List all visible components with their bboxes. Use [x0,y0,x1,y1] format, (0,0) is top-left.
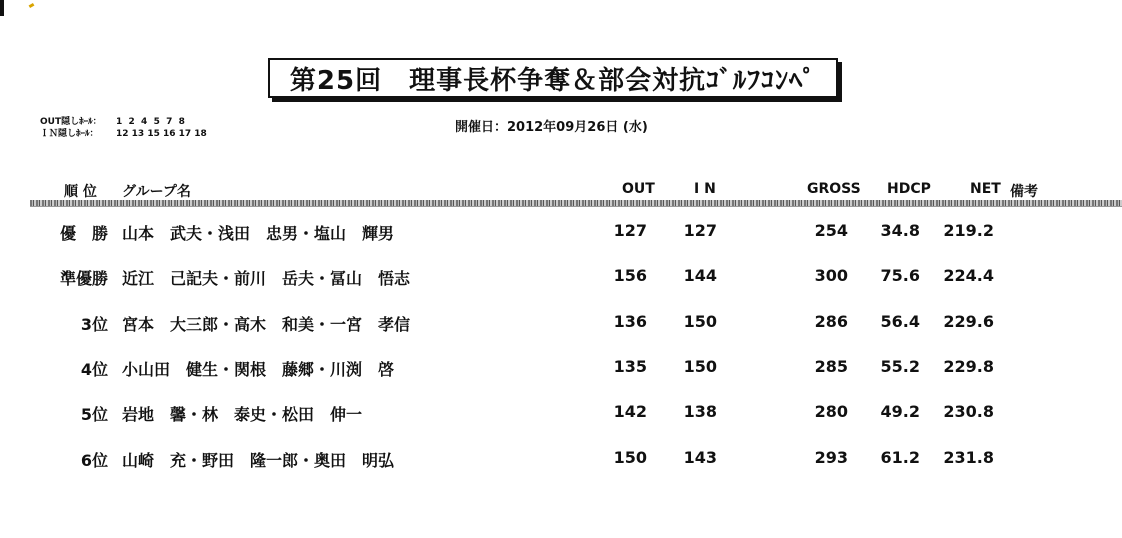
hidden-holes-info [40,116,207,140]
hdcp-cell: 56.4 [880,312,920,331]
out-cell: 127 [613,221,647,240]
out-hidden-holes-values: 1 2 4 5 7 8 [116,117,185,127]
hdcp-cell: 61.2 [880,448,920,467]
gross-cell: 280 [814,402,848,421]
out-cell: 136 [613,312,647,331]
header-remarks: 備考 [1010,184,1038,200]
in-cell: 143 [683,448,717,467]
out-hidden-holes-label: OUT隠しﾎｰﾙ： [40,117,102,127]
rank-cell: 準優勝 [59,269,108,288]
gross-cell: 300 [814,266,848,285]
header-divider-line [30,206,1122,207]
net-cell: 224.4 [943,266,994,285]
header-out: OUT [622,181,655,197]
in-hidden-holes-label: ＩＮ隠しﾎｰﾙ： [40,129,99,139]
page-title: 第25回 理事長杯争奪＆部会対抗ｺﾞﾙﾌｺﾝﾍﾟ [289,65,817,96]
net-cell: 231.8 [943,448,994,467]
in-hidden-holes [40,128,207,140]
in-hidden-holes-values: 12 13 15 16 17 18 [116,129,207,139]
group-cell: 宮本 大三郎・高木 和美・一宮 孝信 [122,315,411,334]
in-cell: 127 [683,221,717,240]
header-in: I N [694,181,716,197]
table-row [0,221,1122,245]
hdcp-cell: 75.6 [880,266,920,285]
table-row [0,266,1122,290]
scan-fleck [29,3,35,8]
out-hidden-holes [40,116,207,128]
in-cell: 150 [683,357,717,376]
out-cell: 156 [613,266,647,285]
title-box [268,58,838,98]
group-cell: 山本 武夫・浅田 忠男・塩山 輝男 [122,224,395,243]
gross-cell: 254 [814,221,848,240]
rank-cell: 3位 [80,315,108,334]
in-cell: 144 [683,266,717,285]
net-cell: 229.8 [943,357,994,376]
gross-cell: 293 [814,448,848,467]
net-cell: 229.6 [943,312,994,331]
table-row [0,312,1122,336]
rank-cell: 優 勝 [59,224,108,243]
group-cell: 小山田 健生・関根 藤郷・川渕 啓 [122,360,395,379]
header-rank: 順 位 [64,184,97,200]
hdcp-cell: 34.8 [880,221,920,240]
net-cell: 219.2 [943,221,994,240]
rank-cell: 4位 [80,360,108,379]
group-cell: 岩地 馨・林 泰史・松田 伸一 [122,405,363,424]
header-hdcp: HDCP [887,181,931,197]
in-cell: 150 [683,312,717,331]
table-row [0,357,1122,381]
table-row [0,448,1122,472]
group-cell: 近江 己記夫・前川 岳夫・冨山 悟志 [122,269,411,288]
in-cell: 138 [683,402,717,421]
net-cell: 230.8 [943,402,994,421]
out-cell: 142 [613,402,647,421]
out-cell: 135 [613,357,647,376]
table-row [0,402,1122,426]
rank-cell: 6位 [80,451,108,470]
header-net: NET [970,181,1001,197]
hdcp-cell: 55.2 [880,357,920,376]
group-cell: 山崎 充・野田 隆一郎・奥田 明弘 [122,451,395,470]
rank-cell: 5位 [80,405,108,424]
hdcp-cell: 49.2 [880,402,920,421]
header-group: グループ名 [122,184,191,200]
header-gross: GROSS [807,181,861,197]
gross-cell: 285 [814,357,848,376]
scan-corner-mark [0,0,4,16]
gross-cell: 286 [814,312,848,331]
out-cell: 150 [613,448,647,467]
event-date: 開催日：2012年09月26日 (水) [455,120,648,135]
